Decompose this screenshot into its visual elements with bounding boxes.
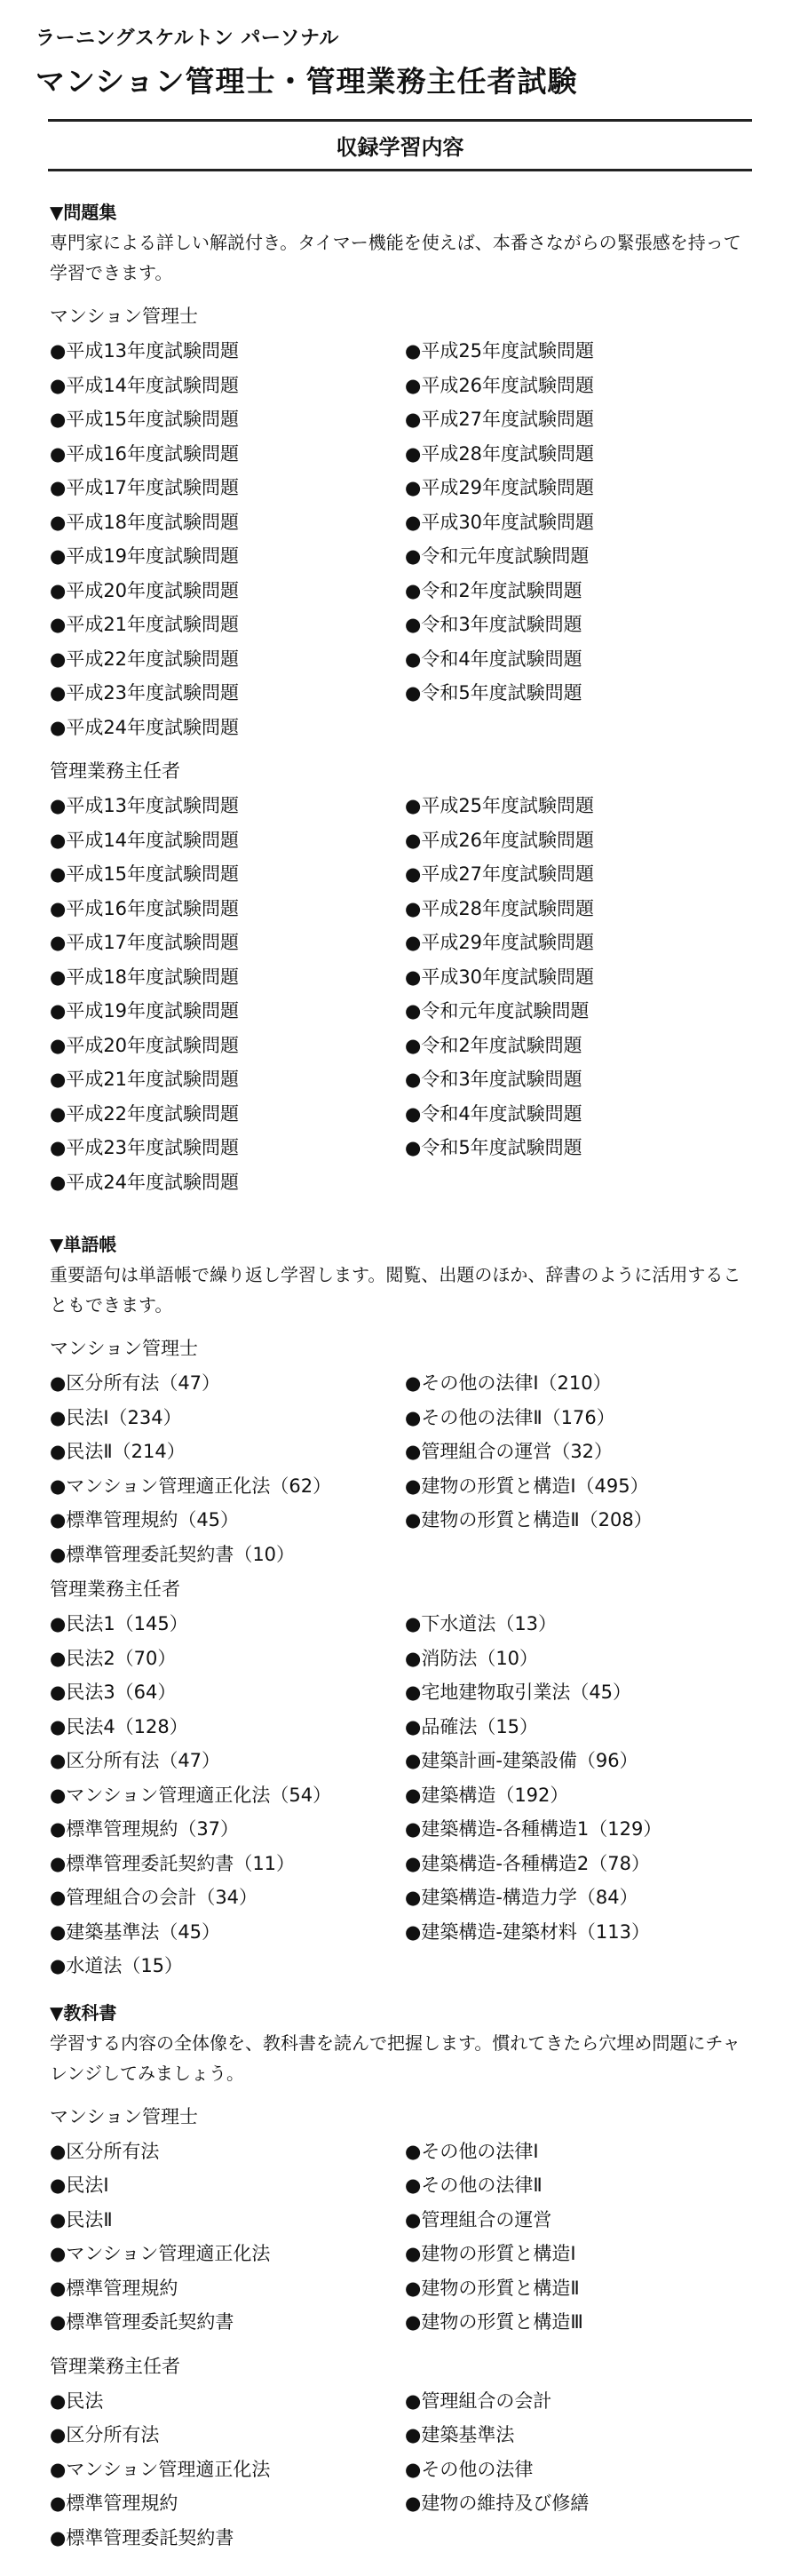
list-item: ●建物の形質と構造Ⅰ [405,2243,576,2264]
section-description: 専門家による詳しい解説付き。タイマー機能を使えば、本番さながらの緊張感を持って学習できます。 [50,232,741,283]
list-item: ●平成23年度試験問題 [50,1137,240,1158]
list-item: ●平成14年度試験問題 [50,374,240,396]
list-item: ●下水道法（13） [405,1613,558,1634]
group-mansion-manager [50,298,760,744]
list-item: ●標準管理規約 [50,2493,178,2514]
list-item: ●その他の法律Ⅰ [405,2140,539,2162]
list-item: ●その他の法律Ⅰ（210） [405,1372,612,1394]
list-item: ●宅地建物取引業法（45） [405,1682,632,1703]
list-item: ●民法Ⅰ（234） [50,1406,182,1428]
list-item: ●建物の形質と構造Ⅲ [405,2311,583,2333]
list-item: ●民法2（70） [50,1647,177,1669]
list-item: ●平成20年度試験問題 [50,1034,240,1056]
list-item: ●建築構造-構造力学（84） [405,1887,638,1908]
list-item: ●平成15年度試験問題 [50,409,240,430]
list-item: ●建物の形質と構造Ⅱ [405,2277,580,2299]
section-description: 重要語句は単語帳で繰り返し学習します。閲覧、出題のほか、辞書のように活用することもできます。 [50,1264,741,1316]
item-list [50,2135,760,2340]
section-vocabulary [50,1229,760,1984]
list-item: ●平成25年度試験問題 [405,795,595,816]
list-item: ●民法3（64） [50,1682,177,1703]
list-item: ●平成16年度試験問題 [50,897,240,919]
list-item: ●水道法（15） [50,1955,184,1976]
list-item: ●建物の維持及び修繕 [405,2493,590,2514]
section-question-sets [50,197,760,1199]
list-item: ●民法4（128） [50,1715,188,1737]
list-item: ●建築構造-各種構造1（129） [405,1818,662,1840]
list-item: ●管理組合の会計 [405,2389,552,2412]
list-item: ●令和5年度試験問題 [405,682,582,704]
item-list [50,789,760,1199]
list-item: ●民法1（145） [50,1613,188,1634]
list-item: ●建築計画-建築設備（96） [405,1750,638,1771]
list-item: ●平成17年度試験問題 [50,932,240,953]
group-title: マンション管理士 [50,1338,199,1359]
group-business-manager [50,1571,760,1984]
top-divider [48,119,752,122]
list-item: ●民法Ⅰ [50,2174,109,2196]
list-item: ●平成14年度試験問題 [50,829,240,851]
list-item: ●平成19年度試験問題 [50,545,240,567]
list-item: ●標準管理規約（45） [50,1509,240,1530]
list-item: ●平成24年度試験問題 [50,1171,240,1193]
group-title: 管理業務主任者 [50,2355,180,2377]
list-item: ●標準管理規約（37） [50,1818,240,1840]
list-item: ●管理組合の運営（32） [405,1441,614,1462]
list-item: ●標準管理委託契約書（10） [50,1543,296,1565]
list-item: ●平成16年度試験問題 [50,442,240,465]
list-item: ●平成17年度試験問題 [50,477,240,498]
item-list [50,334,760,744]
group-business-manager [50,753,760,1199]
list-item: ●令和5年度試験問題 [405,1137,582,1158]
list-item: ●平成15年度試験問題 [50,863,240,885]
list-item: ●平成23年度試験問題 [50,682,240,704]
list-item: ●令和2年度試験問題 [405,579,582,601]
list-item: ●建築構造-各種構造2（78） [405,1852,650,1874]
group-mansion-manager [50,1331,760,1571]
list-item: ●平成30年度試験問題 [405,511,595,533]
list-item: ●平成26年度試験問題 [405,829,595,851]
list-item: ●平成29年度試験問題 [405,932,595,953]
list-item: ●令和3年度試験問題 [405,614,582,635]
list-item: ●平成27年度試験問題 [405,863,595,885]
list-item: ●マンション管理適正化法（62） [50,1475,332,1497]
list-item: ●標準管理規約 [50,2277,178,2299]
list-item: ●平成30年度試験問題 [405,966,595,988]
list-item: ●区分所有法（47） [50,1372,221,1394]
list-item: ●平成28年度試験問題 [405,442,595,465]
item-list [50,2384,760,2556]
content-area [50,197,760,2564]
section-heading: ▼問題集 [50,202,117,223]
list-item: ●平成26年度試験問題 [405,374,595,396]
list-item: ●建築構造-建築材料（113） [405,1920,650,1943]
list-item: ●平成21年度試験問題 [50,1069,240,1090]
list-item: ●平成27年度試験問題 [405,409,595,430]
group-business-manager [50,2349,760,2556]
list-item: ●区分所有法 [50,2424,160,2445]
list-item: ●平成13年度試験問題 [50,340,240,362]
list-item: ●マンション管理適正化法（54） [50,1784,332,1806]
list-item: ●マンション管理適正化法 [50,2243,271,2264]
list-item: ●平成19年度試験問題 [50,1000,240,1022]
list-item: ●平成13年度試験問題 [50,795,240,816]
list-item: ●平成25年度試験問題 [405,340,595,362]
page-title: マンション管理士・管理業務主任者試験 [36,64,578,99]
section-description: 学習する内容の全体像を、教科書を読んで把握します。慣れてきたら穴埋め問題にチャレンジしてみましょう。 [50,2031,741,2084]
list-item: ●その他の法律 [405,2458,534,2480]
list-item: ●令和元年度試験問題 [405,1000,590,1022]
group-mansion-manager [50,2099,760,2340]
bottom-divider [48,169,752,171]
list-item: ●民法 [50,2389,104,2412]
list-item: ●その他の法律Ⅱ [405,2174,543,2196]
section-heading: ▼単語帳 [50,1234,117,1255]
section-subtitle: 収録学習内容 [336,135,464,160]
list-item: ●標準管理委託契約書 [50,2311,234,2333]
list-item: ●平成29年度試験問題 [405,477,595,498]
group-title: 管理業務主任者 [50,1578,180,1600]
item-list [50,1607,760,1984]
list-item: ●民法Ⅱ [50,2208,113,2230]
list-item: ●平成24年度試験問題 [50,716,240,738]
group-title: マンション管理士 [50,2105,199,2127]
list-item: ●平成21年度試験問題 [50,614,240,635]
item-list [50,1366,760,1571]
group-title: マンション管理士 [50,306,199,327]
list-item: ●平成20年度試験問題 [50,579,240,601]
list-item: ●平成22年度試験問題 [50,1102,240,1125]
list-item: ●建築基準法（45） [50,1920,221,1943]
section-textbook [50,1998,760,2556]
list-item: ●標準管理委託契約書（11） [50,1852,296,1874]
list-item: ●区分所有法（47） [50,1750,221,1771]
list-item: ●令和元年度試験問題 [405,545,590,567]
list-item: ●区分所有法 [50,2140,160,2162]
list-item: ●その他の法律Ⅱ（176） [405,1406,615,1428]
list-item: ●建物の形質と構造Ⅱ（208） [405,1509,653,1530]
list-item: ●品確法（15） [405,1715,539,1737]
list-item: ●民法Ⅱ（214） [50,1441,186,1462]
list-item: ●令和4年度試験問題 [405,648,582,670]
brand-name: ラーニングスケルトン パーソナル [36,28,339,50]
list-item: ●令和2年度試験問題 [405,1034,582,1056]
list-item: ●平成22年度試験問題 [50,648,240,670]
list-item: ●消防法（10） [405,1647,539,1669]
list-item: ●令和4年度試験問題 [405,1102,582,1125]
list-item: ●マンション管理適正化法 [50,2458,271,2480]
list-item: ●建築構造（192） [405,1784,569,1806]
group-title: 管理業務主任者 [50,760,180,782]
list-item: ●管理組合の会計（34） [50,1887,258,1908]
list-item: ●建物の形質と構造Ⅰ（495） [405,1475,649,1497]
list-item: ●平成18年度試験問題 [50,966,240,988]
list-item: ●平成28年度試験問題 [405,897,595,919]
list-item: ●標準管理委託契約書 [50,2526,234,2548]
list-item: ●令和3年度試験問題 [405,1069,582,1090]
list-item: ●管理組合の運営 [405,2208,552,2230]
list-item: ●平成18年度試験問題 [50,511,240,533]
list-item: ●建築基準法 [405,2424,515,2445]
section-heading: ▼教科書 [50,2001,117,2023]
